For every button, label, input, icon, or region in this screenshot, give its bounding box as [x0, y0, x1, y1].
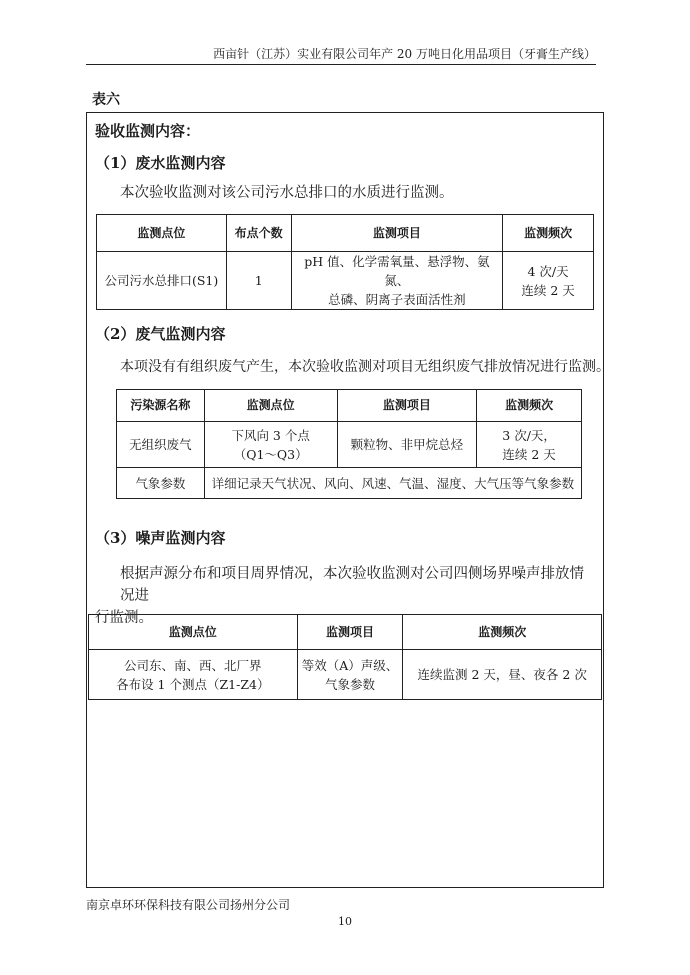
wastewater-col-freq: 监测频次: [503, 215, 594, 252]
exhaust-point-line2: （Q1～Q3）: [233, 446, 308, 462]
wastewater-freq-line1: 4 次/天: [527, 263, 569, 279]
wastewater-table: [96, 214, 594, 310]
exhaust-heading: （2）废气监测内容: [95, 325, 226, 343]
noise-point-line1: 公司东、南、西、北厂界: [124, 657, 262, 673]
exhaust-source: 无组织废气: [117, 422, 205, 468]
exhaust-col-items: 监测项目: [337, 390, 477, 422]
exhaust-freq-line1: 3 次/天，: [502, 427, 556, 443]
wastewater-freq: [503, 252, 594, 310]
wastewater-count: 1: [226, 252, 291, 310]
table-row: [89, 650, 602, 700]
exhaust-point-line1: 下风向 3 个点: [231, 427, 310, 443]
wastewater-col-count: 布点个数: [226, 215, 291, 252]
exhaust-col-point: 监测点位: [204, 390, 337, 422]
exhaust-freq-line2: 连续 2 天: [502, 446, 556, 462]
table-row: [117, 422, 582, 468]
noise-items-line1: 等效（A）声级、: [301, 657, 399, 673]
wastewater-freq-line2: 连续 2 天: [521, 282, 575, 298]
noise-point: [89, 650, 298, 700]
header-rule: [86, 64, 596, 65]
document-header: 西亩针（江苏）实业有限公司年产 20 万吨日化用品项目（牙膏生产线）: [213, 47, 596, 61]
exhaust-freq: [477, 422, 582, 468]
noise-items: [297, 650, 403, 700]
wastewater-items-line1: pH 值、化学需氧量、悬浮物、氨氮、: [304, 254, 490, 288]
main-heading: 验收监测内容：: [95, 122, 201, 140]
weather-source: 气象参数: [117, 468, 205, 499]
footer-company: 南京卓环环保科技有限公司扬州分公司: [86, 898, 291, 912]
exhaust-items: 颗粒物、非甲烷总烃: [337, 422, 477, 468]
wastewater-items-line2: 总磷、阴离子表面活性剂: [328, 292, 466, 307]
noise-col-point: 监测点位: [89, 615, 298, 650]
exhaust-col-freq: 监测频次: [477, 390, 582, 422]
noise-col-freq: 监测频次: [403, 615, 602, 650]
wastewater-col-items: 监测项目: [291, 215, 503, 252]
wastewater-intro: 本次验收监测对该公司污水总排口的水质进行监测。: [120, 185, 454, 201]
table-row: [117, 468, 582, 499]
wastewater-heading: （1）废水监测内容: [95, 154, 226, 172]
wastewater-point: 公司污水总排口(S1): [97, 252, 227, 310]
noise-table: [88, 614, 602, 700]
noise-col-items: 监测项目: [297, 615, 403, 650]
noise-point-line2: 各布设 1 个测点（Z1-Z4）: [116, 676, 270, 692]
weather-desc: 详细记录天气状况、风向、风速、气温、湿度、大气压等气象参数: [204, 468, 581, 499]
exhaust-point: [204, 422, 337, 468]
wastewater-items: [291, 252, 503, 310]
noise-intro-line2: 行监测。: [95, 610, 153, 626]
noise-freq: 连续监测 2 天，昼、夜各 2 次: [403, 650, 602, 700]
exhaust-table: [116, 389, 582, 499]
exhaust-col-source: 污染源名称: [117, 390, 205, 422]
table-number: 表六: [92, 92, 120, 108]
page-number: 10: [338, 915, 352, 928]
wastewater-col-point: 监测点位: [97, 215, 227, 252]
exhaust-intro: 本项没有有组织废气产生，本次验收监测对项目无组织废气排放情况进行监测。: [120, 359, 610, 375]
noise-intro-line1: 根据声源分布和项目周界情况，本次验收监测对公司四侧场界噪声排放情况进: [120, 566, 584, 604]
table-row: [97, 252, 594, 310]
noise-items-line2: 气象参数: [324, 676, 375, 692]
noise-heading: （3）噪声监测内容: [95, 529, 226, 547]
